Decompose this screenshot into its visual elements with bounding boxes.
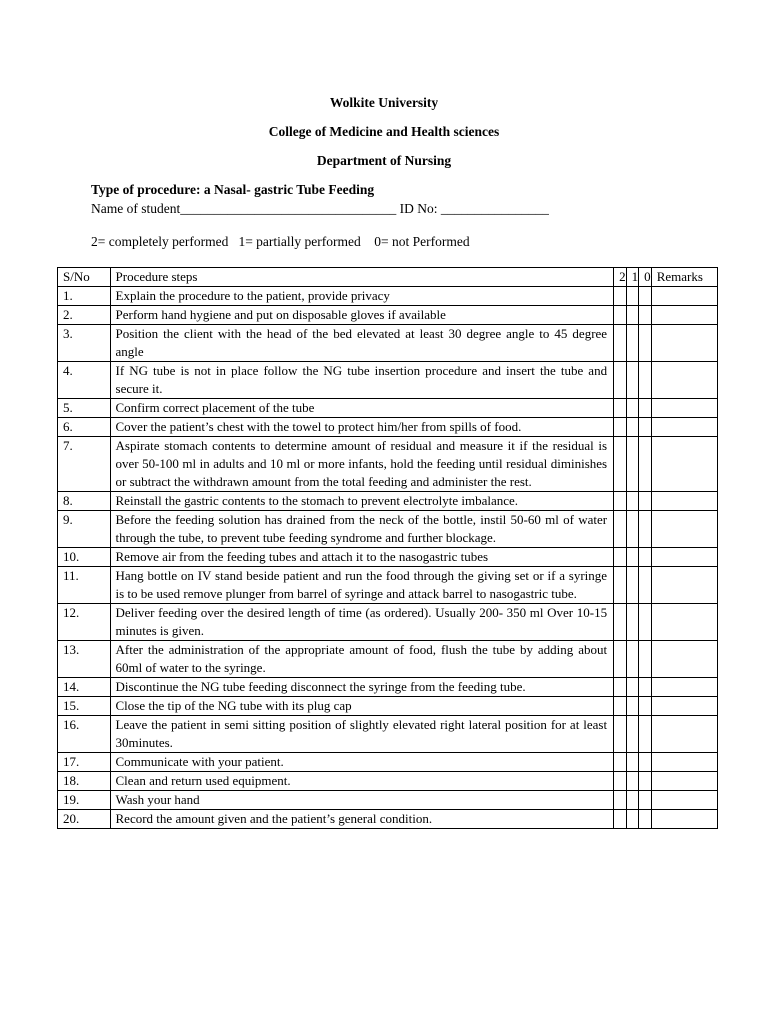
score-2-cell[interactable]: [614, 678, 627, 697]
score-1-cell[interactable]: [626, 325, 639, 362]
college-title: College of Medicine and Health sciences: [268, 124, 500, 139]
score-2-cell[interactable]: [614, 492, 627, 511]
score-1-cell[interactable]: [626, 418, 639, 437]
table-row: [58, 753, 718, 772]
table-row: [58, 548, 718, 567]
table-row: [58, 772, 718, 791]
procedure-step: Wash your hand: [110, 791, 614, 810]
remarks-cell[interactable]: [651, 772, 717, 791]
score-1-cell[interactable]: [626, 716, 639, 753]
procedure-step: After the administration of the appropriate amount of food, flush the tube by adding about 60ml of water to the syringe.: [110, 641, 614, 678]
procedure-step: Before the feeding solution has drained from the neck of the bottle, instil 50-60 ml of water through the tube, to prevent tube feeding syndrome and further blockage.: [110, 511, 614, 548]
header-score-1: 1: [626, 268, 639, 287]
score-2-cell[interactable]: [614, 753, 627, 772]
table-row: [58, 437, 718, 492]
department-title: Department of Nursing: [316, 153, 452, 168]
score-1-cell[interactable]: [626, 567, 639, 604]
row-number: 7.: [58, 437, 111, 492]
row-number: 1.: [58, 287, 111, 306]
score-0-cell[interactable]: [639, 287, 652, 306]
score-0-cell[interactable]: [639, 437, 652, 492]
table-row: [58, 678, 718, 697]
procedure-checklist-table: [57, 267, 718, 829]
row-number: 6.: [58, 418, 111, 437]
procedure-step: Explain the procedure to the patient, provide privacy: [110, 287, 614, 306]
table-row: [58, 399, 718, 418]
procedure-step: If NG tube is not in place follow the NG tube insertion procedure and insert the tube and secure it.: [110, 362, 614, 399]
score-1-cell[interactable]: [626, 362, 639, 399]
procedure-step: Communicate with your patient.: [110, 753, 614, 772]
score-0-cell[interactable]: [639, 604, 652, 641]
score-0-cell[interactable]: [639, 418, 652, 437]
score-2-cell[interactable]: [614, 287, 627, 306]
score-2-cell[interactable]: [614, 810, 627, 829]
remarks-cell[interactable]: [651, 716, 717, 753]
score-2-cell[interactable]: [614, 548, 627, 567]
remarks-cell[interactable]: [651, 437, 717, 492]
score-0-cell[interactable]: [639, 716, 652, 753]
score-2-cell[interactable]: [614, 567, 627, 604]
score-1-cell[interactable]: [626, 287, 639, 306]
score-2-cell[interactable]: [614, 791, 627, 810]
score-2-cell[interactable]: [614, 325, 627, 362]
remarks-cell[interactable]: [651, 641, 717, 678]
remarks-cell[interactable]: [651, 418, 717, 437]
row-number: 17.: [58, 753, 111, 772]
procedure-step: Deliver feeding over the desired length of time (as ordered). Usually 200- 350 ml Over 10-15 minutes is given.: [110, 604, 614, 641]
score-2-cell[interactable]: [614, 418, 627, 437]
row-number: 11.: [58, 567, 111, 604]
remarks-cell[interactable]: [651, 567, 717, 604]
score-1-cell[interactable]: [626, 492, 639, 511]
procedure-step: Discontinue the NG tube feeding disconnect the syringe from the feeding tube.: [110, 678, 614, 697]
score-2-cell[interactable]: [614, 399, 627, 418]
score-0-cell[interactable]: [639, 399, 652, 418]
table-row: [58, 287, 718, 306]
remarks-cell[interactable]: [651, 697, 717, 716]
table-row: [58, 492, 718, 511]
row-number: 4.: [58, 362, 111, 399]
remarks-cell[interactable]: [651, 604, 717, 641]
score-0-cell[interactable]: [639, 511, 652, 548]
row-number: 16.: [58, 716, 111, 753]
score-0-cell[interactable]: [639, 325, 652, 362]
score-2-cell[interactable]: [614, 437, 627, 492]
score-0-cell[interactable]: [639, 678, 652, 697]
remarks-cell[interactable]: [651, 287, 717, 306]
score-0-cell[interactable]: [639, 492, 652, 511]
score-1-cell[interactable]: [626, 604, 639, 641]
table-row: [58, 362, 718, 399]
procedure-step: Remove air from the feeding tubes and attach it to the nasogastric tubes: [110, 548, 614, 567]
procedure-type: Type of procedure: a Nasal- gastric Tube Feeding: [91, 182, 375, 197]
remarks-cell[interactable]: [651, 753, 717, 772]
header-remarks: Remarks: [651, 268, 717, 287]
score-1-cell[interactable]: [626, 810, 639, 829]
score-2-cell[interactable]: [614, 306, 627, 325]
score-2-cell[interactable]: [614, 716, 627, 753]
student-name-id-line: Name of student________________________________ ID No: ________________: [91, 201, 549, 216]
score-0-cell[interactable]: [639, 697, 652, 716]
remarks-cell[interactable]: [651, 810, 717, 829]
table-row: [58, 641, 718, 678]
row-number: 3.: [58, 325, 111, 362]
table-row: [58, 567, 718, 604]
header-score-0: 0: [639, 268, 652, 287]
table-row: [58, 716, 718, 753]
remarks-cell[interactable]: [651, 791, 717, 810]
table-row: [58, 306, 718, 325]
procedure-step: Reinstall the gastric contents to the stomach to prevent electrolyte imbalance.: [110, 492, 614, 511]
score-0-cell[interactable]: [639, 548, 652, 567]
table-row: [58, 791, 718, 810]
row-number: 19.: [58, 791, 111, 810]
score-1-cell[interactable]: [626, 511, 639, 548]
row-number: 9.: [58, 511, 111, 548]
score-0-cell[interactable]: [639, 791, 652, 810]
score-1-cell[interactable]: [626, 791, 639, 810]
row-number: 15.: [58, 697, 111, 716]
score-0-cell[interactable]: [639, 810, 652, 829]
score-0-cell[interactable]: [639, 567, 652, 604]
score-2-cell[interactable]: [614, 641, 627, 678]
score-0-cell[interactable]: [639, 362, 652, 399]
procedure-step: Perform hand hygiene and put on disposable gloves if available: [110, 306, 614, 325]
table-header-row: [58, 268, 718, 287]
procedure-step: Hang bottle on IV stand beside patient and run the food through the giving set or if a syringe is to be used remove plunger from barrel of syringe and attack barrel to nasogastric tube.: [110, 567, 614, 604]
score-legend: 2= completely performed 1= partially performed 0= not Performed: [91, 234, 470, 249]
remarks-cell[interactable]: [651, 492, 717, 511]
score-1-cell[interactable]: [626, 548, 639, 567]
table-row: [58, 511, 718, 548]
table-row: [58, 604, 718, 641]
header-procedure-steps: Procedure steps: [110, 268, 614, 287]
row-number: 20.: [58, 810, 111, 829]
procedure-step: Clean and return used equipment.: [110, 772, 614, 791]
table-row: [58, 325, 718, 362]
header-sno: S/No: [58, 268, 111, 287]
remarks-cell[interactable]: [651, 362, 717, 399]
remarks-cell[interactable]: [651, 325, 717, 362]
procedure-step: Aspirate stomach contents to determine amount of residual and measure it if the residual is over 50-100 ml in adults and 10 ml or more infants, hold the feeding until residual diminishes or subtract the withdrawn amount from the total feeding and administer the rest.: [110, 437, 614, 492]
table-row: [58, 418, 718, 437]
score-2-cell[interactable]: [614, 772, 627, 791]
score-2-cell[interactable]: [614, 697, 627, 716]
score-2-cell[interactable]: [614, 362, 627, 399]
row-number: 13.: [58, 641, 111, 678]
remarks-cell[interactable]: [651, 678, 717, 697]
row-number: 2.: [58, 306, 111, 325]
procedure-step: Cover the patient’s chest with the towel to protect him/her from spills of food.: [110, 418, 614, 437]
score-0-cell[interactable]: [639, 306, 652, 325]
row-number: 14.: [58, 678, 111, 697]
score-0-cell[interactable]: [639, 772, 652, 791]
remarks-cell[interactable]: [651, 548, 717, 567]
procedure-step: Position the client with the head of the bed elevated at least 30 degree angle to 45 degree angle: [110, 325, 614, 362]
score-1-cell[interactable]: [626, 772, 639, 791]
score-2-cell[interactable]: [614, 604, 627, 641]
procedure-step: Close the tip of the NG tube with its plug cap: [110, 697, 614, 716]
score-1-cell[interactable]: [626, 306, 639, 325]
remarks-cell[interactable]: [651, 399, 717, 418]
score-1-cell[interactable]: [626, 437, 639, 492]
remarks-cell[interactable]: [651, 306, 717, 325]
score-0-cell[interactable]: [639, 753, 652, 772]
procedure-step: Record the amount given and the patient’s general condition.: [110, 810, 614, 829]
score-1-cell[interactable]: [626, 641, 639, 678]
row-number: 18.: [58, 772, 111, 791]
procedure-step: Leave the patient in semi sitting position of slightly elevated right lateral position for at least 30minutes.: [110, 716, 614, 753]
score-1-cell[interactable]: [626, 753, 639, 772]
table-row: [58, 697, 718, 716]
row-number: 8.: [58, 492, 111, 511]
header-score-2: 2: [614, 268, 627, 287]
score-1-cell[interactable]: [626, 678, 639, 697]
university-title: Wolkite University: [329, 95, 439, 110]
score-0-cell[interactable]: [639, 641, 652, 678]
row-number: 12.: [58, 604, 111, 641]
row-number: 5.: [58, 399, 111, 418]
score-1-cell[interactable]: [626, 697, 639, 716]
row-number: 10.: [58, 548, 111, 567]
score-2-cell[interactable]: [614, 511, 627, 548]
table-row: [58, 810, 718, 829]
score-1-cell[interactable]: [626, 399, 639, 418]
remarks-cell[interactable]: [651, 511, 717, 548]
procedure-step: Confirm correct placement of the tube: [110, 399, 614, 418]
